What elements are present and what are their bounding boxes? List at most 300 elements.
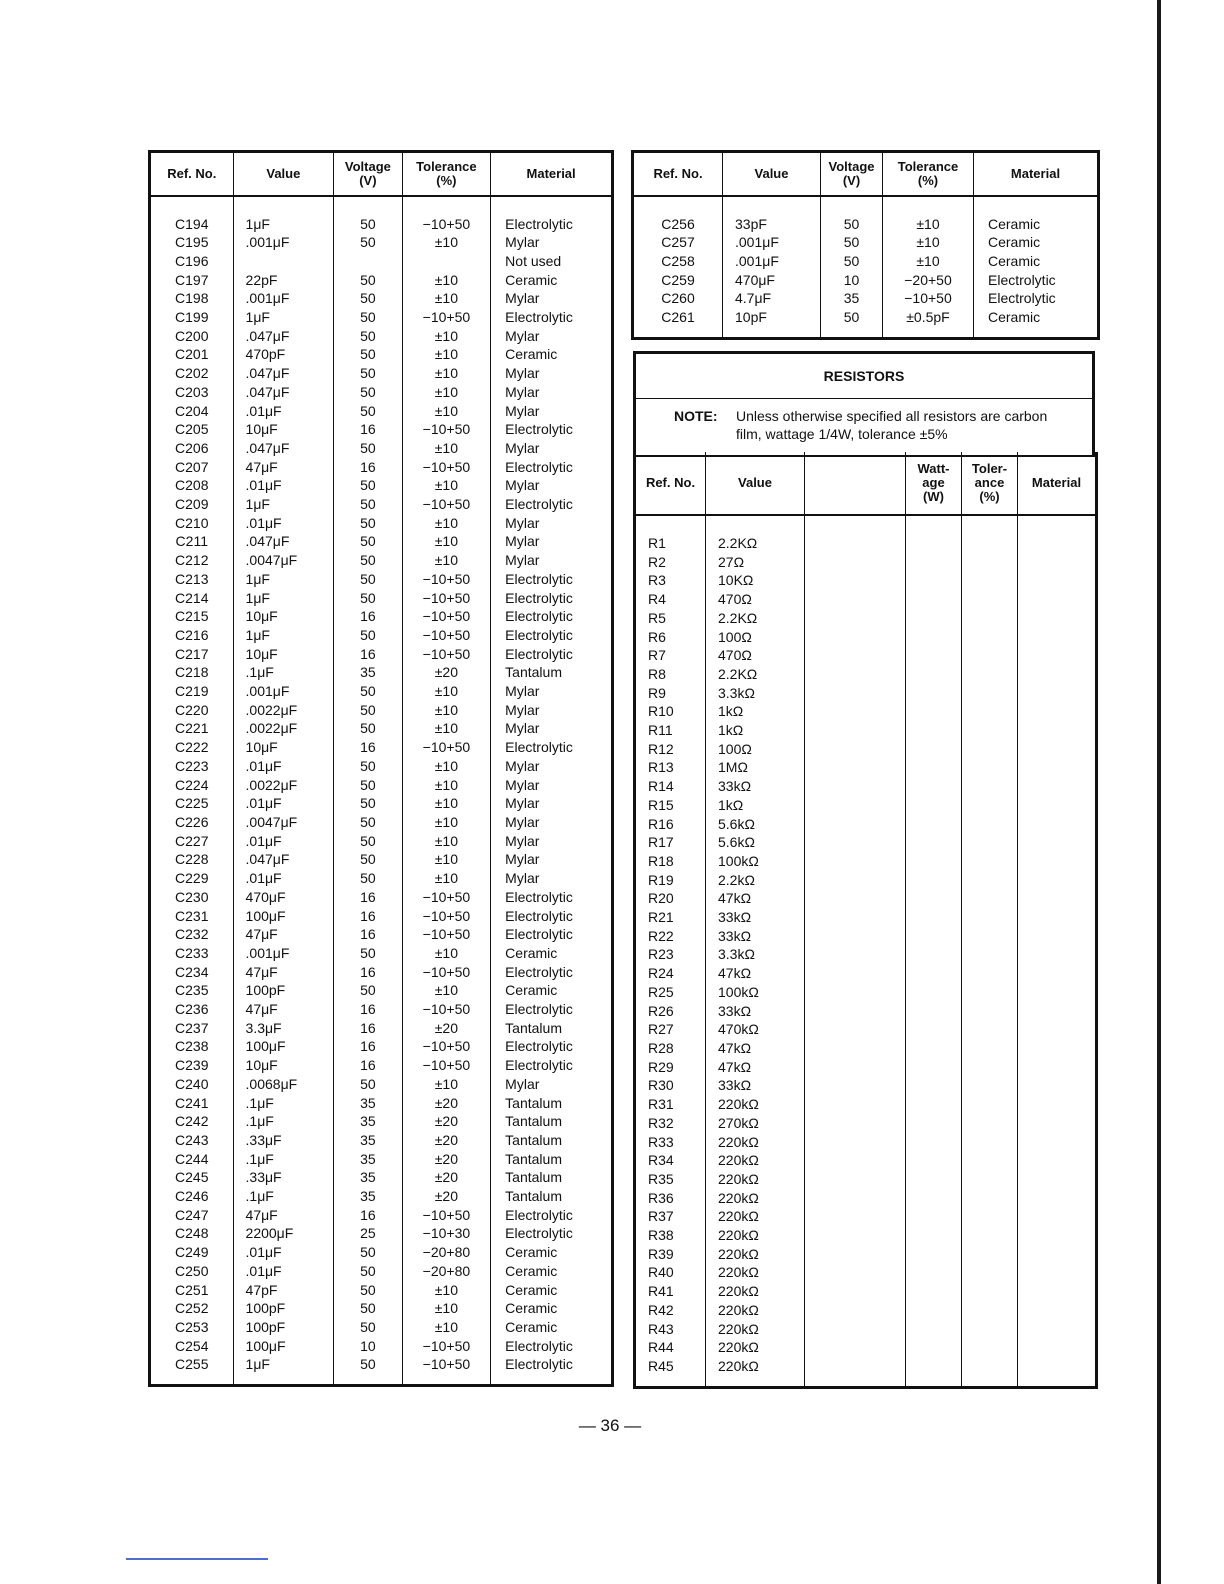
value-cell: .0047μF — [233, 813, 334, 832]
tolerance-cell — [962, 1039, 1018, 1058]
value-cell: 100μF — [233, 1337, 334, 1356]
voltage-cell: 50 — [334, 794, 402, 813]
voltage-cell: 16 — [334, 458, 402, 477]
tolerance-cell: −10+50 — [402, 1037, 491, 1056]
table-row — [150, 1000, 613, 1019]
wattage-cell — [906, 1133, 962, 1152]
value-cell: .1μF — [233, 1150, 334, 1169]
material-cell — [1018, 553, 1097, 572]
ref-cell: C233 — [150, 944, 234, 963]
tolerance-cell — [962, 1058, 1018, 1077]
ref-cell: R43 — [635, 1320, 706, 1339]
table-row — [635, 796, 1097, 815]
voltage-cell: 16 — [334, 607, 402, 626]
capacitor-right-rows — [633, 196, 1099, 339]
tolerance-cell: ±10 — [402, 776, 491, 795]
table-row — [150, 383, 613, 402]
tolerance-cell — [962, 1207, 1018, 1226]
value-cell: 27Ω — [706, 553, 805, 572]
value-cell: 220kΩ — [706, 1301, 805, 1320]
blank-cell — [805, 1002, 906, 1021]
value-cell: .001μF — [723, 233, 821, 252]
tolerance-cell — [962, 777, 1018, 796]
blank-cell — [805, 740, 906, 759]
blank-cell — [805, 1170, 906, 1189]
col-header-tolerance: Tolerance (%) — [883, 152, 974, 196]
value-cell: .001μF — [233, 682, 334, 701]
value-cell: 1μF — [233, 308, 334, 327]
ref-cell: C225 — [150, 794, 234, 813]
tolerance-cell — [962, 553, 1018, 572]
material-cell — [1018, 1020, 1097, 1039]
value-cell: 220kΩ — [706, 1151, 805, 1170]
resistors-title: RESISTORS — [636, 354, 1092, 399]
ref-cell: C259 — [633, 271, 723, 290]
wattage-cell — [906, 534, 962, 553]
wattage-cell — [906, 1002, 962, 1021]
material-cell — [1018, 1095, 1097, 1114]
col-header-material: Material — [974, 152, 1099, 196]
voltage-cell: 50 — [334, 626, 402, 645]
material-cell: Mylar — [505, 365, 540, 382]
col-header-ref: Ref. No. — [635, 452, 706, 515]
table-row — [635, 777, 1097, 796]
ref-cell: R9 — [635, 684, 706, 703]
table-row — [150, 1206, 613, 1225]
value-cell: 47kΩ — [706, 1058, 805, 1077]
value-cell: 220kΩ — [706, 1320, 805, 1339]
col-header-value: Value — [723, 152, 821, 196]
table-row — [635, 1076, 1097, 1095]
material-cell: Electrolytic — [505, 739, 573, 756]
value-cell: 470kΩ — [706, 1020, 805, 1039]
material-cell — [1018, 721, 1097, 740]
ref-cell: R1 — [635, 534, 706, 553]
value-cell: 470μF — [233, 888, 334, 907]
ref-cell: C261 — [633, 308, 723, 327]
material-cell — [1018, 852, 1097, 871]
material-cell: Tantalum — [505, 1188, 562, 1205]
value-cell: 3.3μF — [233, 1019, 334, 1038]
ref-cell: C217 — [150, 645, 234, 664]
voltage-cell: 50 — [334, 233, 402, 252]
value-cell: 220kΩ — [706, 1133, 805, 1152]
tolerance-cell: −10+50 — [402, 963, 491, 982]
table-row — [635, 1133, 1097, 1152]
blank-cell — [805, 908, 906, 927]
table-row — [635, 740, 1097, 759]
material-cell: Electrolytic — [505, 1038, 573, 1055]
ref-cell: C224 — [150, 776, 234, 795]
ref-cell: C248 — [150, 1224, 234, 1243]
ref-cell: C239 — [150, 1056, 234, 1075]
value-cell: .047μF — [233, 383, 334, 402]
voltage-cell: 50 — [334, 981, 402, 1000]
material-cell — [1018, 1039, 1097, 1058]
material-cell: Tantalum — [505, 1131, 562, 1148]
table-row — [150, 589, 613, 608]
tolerance-cell: ±10 — [402, 757, 491, 776]
tolerance-cell: ±10 — [402, 682, 491, 701]
ref-cell: C253 — [150, 1318, 234, 1337]
value-cell: .33μF — [233, 1131, 334, 1150]
blank-cell — [805, 721, 906, 740]
blank-cell — [805, 702, 906, 721]
col-header-wattage: Watt- age (W) — [906, 452, 962, 515]
table-row — [150, 1112, 613, 1131]
material-cell — [1018, 609, 1097, 628]
tolerance-cell — [962, 571, 1018, 590]
table-row — [150, 233, 613, 252]
value-cell: 1MΩ — [706, 758, 805, 777]
value-cell: 33kΩ — [706, 908, 805, 927]
material-cell — [1018, 1263, 1097, 1282]
col-header-blank — [805, 452, 906, 515]
voltage-cell: 16 — [334, 645, 402, 664]
tolerance-cell — [962, 1189, 1018, 1208]
table-row — [150, 458, 613, 477]
tolerance-cell — [962, 871, 1018, 890]
table-row — [635, 964, 1097, 983]
ref-cell: C237 — [150, 1019, 234, 1038]
tolerance-cell: ±10 — [402, 701, 491, 720]
ref-cell: C255 — [150, 1355, 234, 1374]
value-cell: 1μF — [233, 1355, 334, 1374]
col-header-voltage: Voltage (V) — [334, 152, 402, 196]
table-row — [633, 271, 1099, 290]
voltage-cell: 16 — [334, 1037, 402, 1056]
value-cell: 47μF — [233, 1206, 334, 1225]
table-row — [635, 1245, 1097, 1264]
table-row — [635, 983, 1097, 1002]
ref-cell: C230 — [150, 888, 234, 907]
value-cell: 100pF — [233, 1318, 334, 1337]
value-cell: 10μF — [233, 645, 334, 664]
voltage-cell: 10 — [821, 271, 883, 290]
col-header-ref: Ref. No. — [633, 152, 723, 196]
material-cell: Ceramic — [505, 1281, 558, 1298]
material-cell — [1018, 983, 1097, 1002]
value-cell: 4.7μF — [723, 289, 821, 308]
tolerance-cell: −10+50 — [402, 308, 491, 327]
table-row — [150, 402, 613, 421]
wattage-cell — [906, 1058, 962, 1077]
ref-cell: C194 — [150, 215, 234, 234]
value-cell: 47kΩ — [706, 1039, 805, 1058]
value-cell: 220kΩ — [706, 1095, 805, 1114]
value-cell: 3.3kΩ — [706, 684, 805, 703]
table-row — [150, 1262, 613, 1281]
material-cell: Mylar — [505, 795, 540, 812]
value-cell: 47pF — [233, 1281, 334, 1300]
value-cell: 10μF — [233, 420, 334, 439]
material-cell: Tantalum — [505, 1019, 562, 1036]
table-row — [150, 439, 613, 458]
wattage-cell — [906, 1170, 962, 1189]
blank-cell — [805, 889, 906, 908]
ref-cell: C223 — [150, 757, 234, 776]
tolerance-cell: −20+80 — [402, 1243, 491, 1262]
value-cell: .33μF — [233, 1168, 334, 1187]
wattage-cell — [906, 553, 962, 572]
material-cell: Electrolytic — [505, 309, 573, 326]
tolerance-cell — [962, 1245, 1018, 1264]
value-cell: .01μF — [233, 757, 334, 776]
ref-cell: C232 — [150, 925, 234, 944]
ref-cell: R7 — [635, 646, 706, 665]
ref-cell: R16 — [635, 815, 706, 834]
material-cell: Tantalum — [505, 1113, 562, 1130]
value-cell: .0022μF — [233, 719, 334, 738]
table-row — [150, 963, 613, 982]
tolerance-cell: ±10 — [402, 271, 491, 290]
ref-cell: R13 — [635, 758, 706, 777]
material-cell: Electrolytic — [505, 907, 573, 924]
table-row — [150, 1075, 613, 1094]
value-cell: 10μF — [233, 1056, 334, 1075]
ref-cell: R20 — [635, 889, 706, 908]
material-cell: Electrolytic — [505, 1356, 573, 1373]
ref-cell: R25 — [635, 983, 706, 1002]
material-cell: Not used — [505, 252, 562, 269]
page-edge — [1157, 0, 1161, 1584]
material-cell — [1018, 1245, 1097, 1264]
tolerance-cell: ±10 — [402, 794, 491, 813]
wattage-cell — [906, 1076, 962, 1095]
value-cell: 33kΩ — [706, 927, 805, 946]
material-cell — [1018, 684, 1097, 703]
value-cell — [233, 252, 334, 271]
value-cell: .01μF — [233, 1243, 334, 1262]
material-cell: Electrolytic — [505, 570, 573, 587]
material-cell: Electrolytic — [505, 589, 573, 606]
table-row — [635, 1151, 1097, 1170]
value-cell: 10μF — [233, 738, 334, 757]
tolerance-cell: ±10 — [402, 850, 491, 869]
value-cell: .1μF — [233, 663, 334, 682]
tolerance-cell: ±20 — [402, 1094, 491, 1113]
table-row — [150, 1224, 613, 1243]
ref-cell: R38 — [635, 1226, 706, 1245]
ref-cell: C251 — [150, 1281, 234, 1300]
ref-cell: C241 — [150, 1094, 234, 1113]
tolerance-cell — [962, 1301, 1018, 1320]
material-cell: Mylar — [505, 1075, 540, 1092]
material-cell — [1018, 1058, 1097, 1077]
wattage-cell — [906, 1151, 962, 1170]
material-cell — [1018, 833, 1097, 852]
value-cell: 33kΩ — [706, 1076, 805, 1095]
material-cell — [1018, 1320, 1097, 1339]
material-cell — [1018, 1002, 1097, 1021]
voltage-cell: 50 — [334, 476, 402, 495]
wattage-cell — [906, 815, 962, 834]
ref-cell: C250 — [150, 1262, 234, 1281]
voltage-cell: 16 — [334, 738, 402, 757]
tolerance-cell: ±10 — [402, 402, 491, 421]
table-row — [150, 1243, 613, 1262]
material-cell — [1018, 534, 1097, 553]
table-row — [150, 327, 613, 346]
wattage-cell — [906, 1189, 962, 1208]
material-cell — [1018, 758, 1097, 777]
tolerance-cell — [962, 1133, 1018, 1152]
wattage-cell — [906, 833, 962, 852]
material-cell — [1018, 1357, 1097, 1376]
col-header-tolerance: Tolerance (%) — [402, 152, 491, 196]
blank-cell — [805, 1320, 906, 1339]
value-cell: 470μF — [723, 271, 821, 290]
material-cell: Electrolytic — [505, 888, 573, 905]
blank-cell — [805, 1151, 906, 1170]
tolerance-cell: −20+80 — [402, 1262, 491, 1281]
value-cell: 100pF — [233, 981, 334, 1000]
material-cell: Electrolytic — [505, 1001, 573, 1018]
blank-cell — [805, 833, 906, 852]
voltage-cell: 50 — [334, 271, 402, 290]
table-row — [635, 1189, 1097, 1208]
tolerance-cell — [962, 609, 1018, 628]
value-cell: 220kΩ — [706, 1338, 805, 1357]
table-row — [150, 1094, 613, 1113]
tolerance-cell: ±10 — [402, 364, 491, 383]
col-header-material: Material — [1018, 452, 1097, 515]
ref-cell: C244 — [150, 1150, 234, 1169]
table-row — [150, 738, 613, 757]
material-cell: Mylar — [505, 832, 540, 849]
table-row — [635, 534, 1097, 553]
tolerance-cell — [962, 646, 1018, 665]
voltage-cell: 35 — [334, 1187, 402, 1206]
ref-cell: R30 — [635, 1076, 706, 1095]
ref-cell: C243 — [150, 1131, 234, 1150]
table-row — [635, 1338, 1097, 1357]
table-row — [150, 869, 613, 888]
material-cell: Ceramic — [505, 982, 558, 999]
value-cell: 22pF — [233, 271, 334, 290]
tolerance-cell: −10+50 — [402, 1355, 491, 1374]
table-row — [150, 907, 613, 926]
material-cell — [1018, 945, 1097, 964]
ref-cell: C234 — [150, 963, 234, 982]
voltage-cell: 50 — [334, 1355, 402, 1374]
blank-cell — [805, 777, 906, 796]
tolerance-cell — [962, 815, 1018, 834]
voltage-cell: 50 — [334, 1243, 402, 1262]
ref-cell: C221 — [150, 719, 234, 738]
value-cell: 1μF — [233, 589, 334, 608]
voltage-cell: 16 — [334, 907, 402, 926]
material-cell: Mylar — [505, 327, 540, 344]
material-cell — [1018, 777, 1097, 796]
ref-cell: C242 — [150, 1112, 234, 1131]
tolerance-cell — [962, 1170, 1018, 1189]
wattage-cell — [906, 852, 962, 871]
table-row — [150, 252, 613, 271]
tolerance-cell — [962, 1114, 1018, 1133]
material-cell: Ceramic — [988, 252, 1041, 269]
voltage-cell: 25 — [334, 1224, 402, 1243]
tolerance-cell: −10+50 — [402, 1337, 491, 1356]
ref-cell: C252 — [150, 1299, 234, 1318]
value-cell: .01μF — [233, 832, 334, 851]
voltage-cell: 50 — [334, 345, 402, 364]
tolerance-cell: ±10 — [883, 215, 974, 234]
value-cell: .1μF — [233, 1187, 334, 1206]
material-cell: Mylar — [505, 776, 540, 793]
blank-cell — [805, 665, 906, 684]
ref-cell: R35 — [635, 1170, 706, 1189]
value-cell: .001μF — [233, 289, 334, 308]
ref-cell: C204 — [150, 402, 234, 421]
tolerance-cell — [962, 1095, 1018, 1114]
voltage-cell: 50 — [334, 719, 402, 738]
material-cell: Tantalum — [505, 1094, 562, 1111]
value-cell: 100kΩ — [706, 983, 805, 1002]
voltage-cell: 50 — [334, 1281, 402, 1300]
ref-cell: C257 — [633, 233, 723, 252]
tolerance-cell — [962, 889, 1018, 908]
material-cell: Tantalum — [505, 1169, 562, 1186]
wattage-cell — [906, 1357, 962, 1376]
table-row — [635, 721, 1097, 740]
material-cell: Electrolytic — [505, 496, 573, 513]
value-cell: .01μF — [233, 514, 334, 533]
material-cell — [1018, 702, 1097, 721]
table-row — [150, 888, 613, 907]
blank-cell — [805, 1338, 906, 1357]
tolerance-cell: ±20 — [402, 1112, 491, 1131]
value-cell: .047μF — [233, 850, 334, 869]
ref-cell: C210 — [150, 514, 234, 533]
wattage-cell — [906, 665, 962, 684]
table-row — [150, 1337, 613, 1356]
material-cell — [1018, 889, 1097, 908]
table-row — [150, 1281, 613, 1300]
tolerance-cell: ±10 — [402, 981, 491, 1000]
material-cell — [1018, 646, 1097, 665]
table-row — [150, 925, 613, 944]
table-row — [635, 1301, 1097, 1320]
ref-cell: C229 — [150, 869, 234, 888]
voltage-cell: 16 — [334, 1206, 402, 1225]
blank-cell — [805, 964, 906, 983]
tolerance-cell — [962, 1263, 1018, 1282]
table-row — [150, 420, 613, 439]
table-row — [150, 663, 613, 682]
value-cell: 100μF — [233, 907, 334, 926]
table-row — [150, 1187, 613, 1206]
ref-cell: R42 — [635, 1301, 706, 1320]
tolerance-cell: ±10 — [402, 345, 491, 364]
ref-cell: R3 — [635, 571, 706, 590]
value-cell: 270kΩ — [706, 1114, 805, 1133]
value-cell: 470Ω — [706, 590, 805, 609]
tolerance-cell: ±10 — [402, 439, 491, 458]
voltage-cell: 35 — [334, 1112, 402, 1131]
value-cell: 220kΩ — [706, 1245, 805, 1264]
material-cell — [1018, 1189, 1097, 1208]
value-cell: 2.2KΩ — [706, 534, 805, 553]
blank-cell — [805, 609, 906, 628]
wattage-cell — [906, 628, 962, 647]
material-cell: Ceramic — [505, 944, 558, 961]
material-cell: Mylar — [505, 533, 540, 550]
material-cell — [1018, 1170, 1097, 1189]
table-row — [150, 514, 613, 533]
tolerance-cell: ±10 — [402, 1318, 491, 1337]
ref-cell: R22 — [635, 927, 706, 946]
